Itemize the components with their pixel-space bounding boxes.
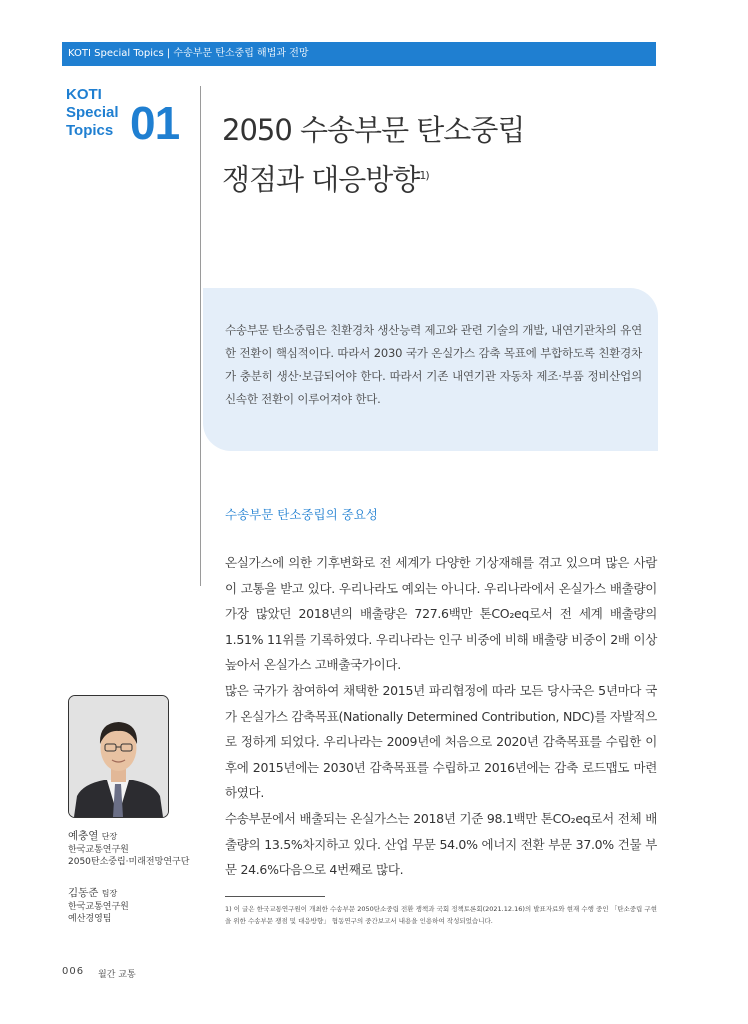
author-photo (68, 695, 169, 818)
article-title (222, 108, 524, 203)
author-2 (68, 886, 129, 925)
koti-special-topics-label (66, 86, 119, 140)
author-portrait-icon (69, 696, 168, 817)
footnote-rule (225, 896, 325, 897)
author-1-name: 예충열 (68, 830, 99, 842)
running-header-text: KOTI Special Topics | 수송부문 탄소중립 해법과 전망 (68, 48, 309, 59)
body-paragraph-2: 많은 국가가 참여하여 채택한 2015년 파리협정에 따라 모든 당사국은 5년마다 국가 온실가스 감축목표(Nationally Determined Contribution, NDC)를 자발적으로 정하게 되었다. 우리나라는 2009년에 처음으로 2020년 감축목표를 수립한 이후에 2015년에는 2030년 감축목표를 수립하고 2016년에는 감축 로드맵도 마련하였다. (225, 682, 657, 801)
badge-line-topics: Topics (66, 122, 114, 139)
page-number: 006 (62, 966, 85, 977)
author-1-dept: 2050탄소중립·미래전망연구단 (68, 857, 190, 867)
author-2-name: 김동준 (68, 887, 99, 899)
author-1 (68, 829, 189, 868)
body-text (225, 550, 657, 883)
topic-number: 01 (130, 97, 180, 149)
footnote: 1) 이 글은 한국교통연구원이 개최한 수송부문 2050탄소중립 전환 쟁책과 국회 정책토론회(2021.12.16)의 발표자료와 현재 수행 중인 「탄소중립 구현을 위한 수송부문 쟁점 및 대응방향」 협동연구의 중간보고서 내용을 인용하여 작성되었습니다. (225, 905, 657, 925)
summary-text: 수송부문 탄소중립은 친환경차 생산능력 제고와 관련 기술의 개발, 내연기관차의 유연한 전환이 핵심적이다. 따라서 2030 국가 온실가스 감축 목표에 부합하도록 친환경차가 충분히 생산·보급되어야 한다. 따라서 기존 내연기관 자동차 제조·부품 정비산업의 신속한 전환이 이루어져야 한다. (225, 323, 642, 406)
vertical-divider (200, 86, 201, 586)
body-paragraph-1: 온실가스에 의한 기후변화로 전 세계가 다양한 기상재해를 겪고 있으며 많은 사람이 고통을 받고 있다. 우리나라도 예외는 아니다. 우리나라에서 온실가스 배출량이 가장 많았던 2018년의 배출량은 727.6백만 톤CO₂eq로서 전 세계 배출량의 1.51% 11위를 기록하였다. 우리나라는 인구 비중에 비해 배출량 비중이 2배 이상 높아서 온실가스 고배출국가이다. (225, 555, 657, 673)
body-paragraph-3: 수송부문에서 배출되는 온실가스는 2018년 기준 98.1백만 톤CO₂eq로서 전체 배출량의 13.5%차지하고 있다. 산업 무문 54.0% 에너지 전환 부문 37.0% 건물 부문 24.6%다음으로 4번째로 많다. (225, 810, 657, 878)
author-1-title: 단장 (101, 832, 118, 841)
badge-line-special: Special (66, 104, 119, 121)
author-1-org: 한국교통연구원 (68, 845, 129, 855)
badge-line-koti: KOTI (66, 86, 102, 103)
author-2-dept: 예산경영팀 (68, 914, 112, 924)
author-2-org: 한국교통연구원 (68, 902, 129, 912)
magazine-name: 월간 교통 (98, 970, 136, 980)
title-footnote-mark[interactable]: 1) (419, 169, 429, 182)
author-2-title: 팀장 (101, 889, 118, 898)
title-line-2: 쟁점과 대응방향 (222, 162, 420, 197)
section-heading: 수송부문 탄소중립의 중요성 (225, 507, 378, 522)
summary-box (203, 288, 658, 451)
running-header (62, 42, 656, 66)
title-line-1: 2050 수송부문 탄소중립 (222, 113, 525, 147)
